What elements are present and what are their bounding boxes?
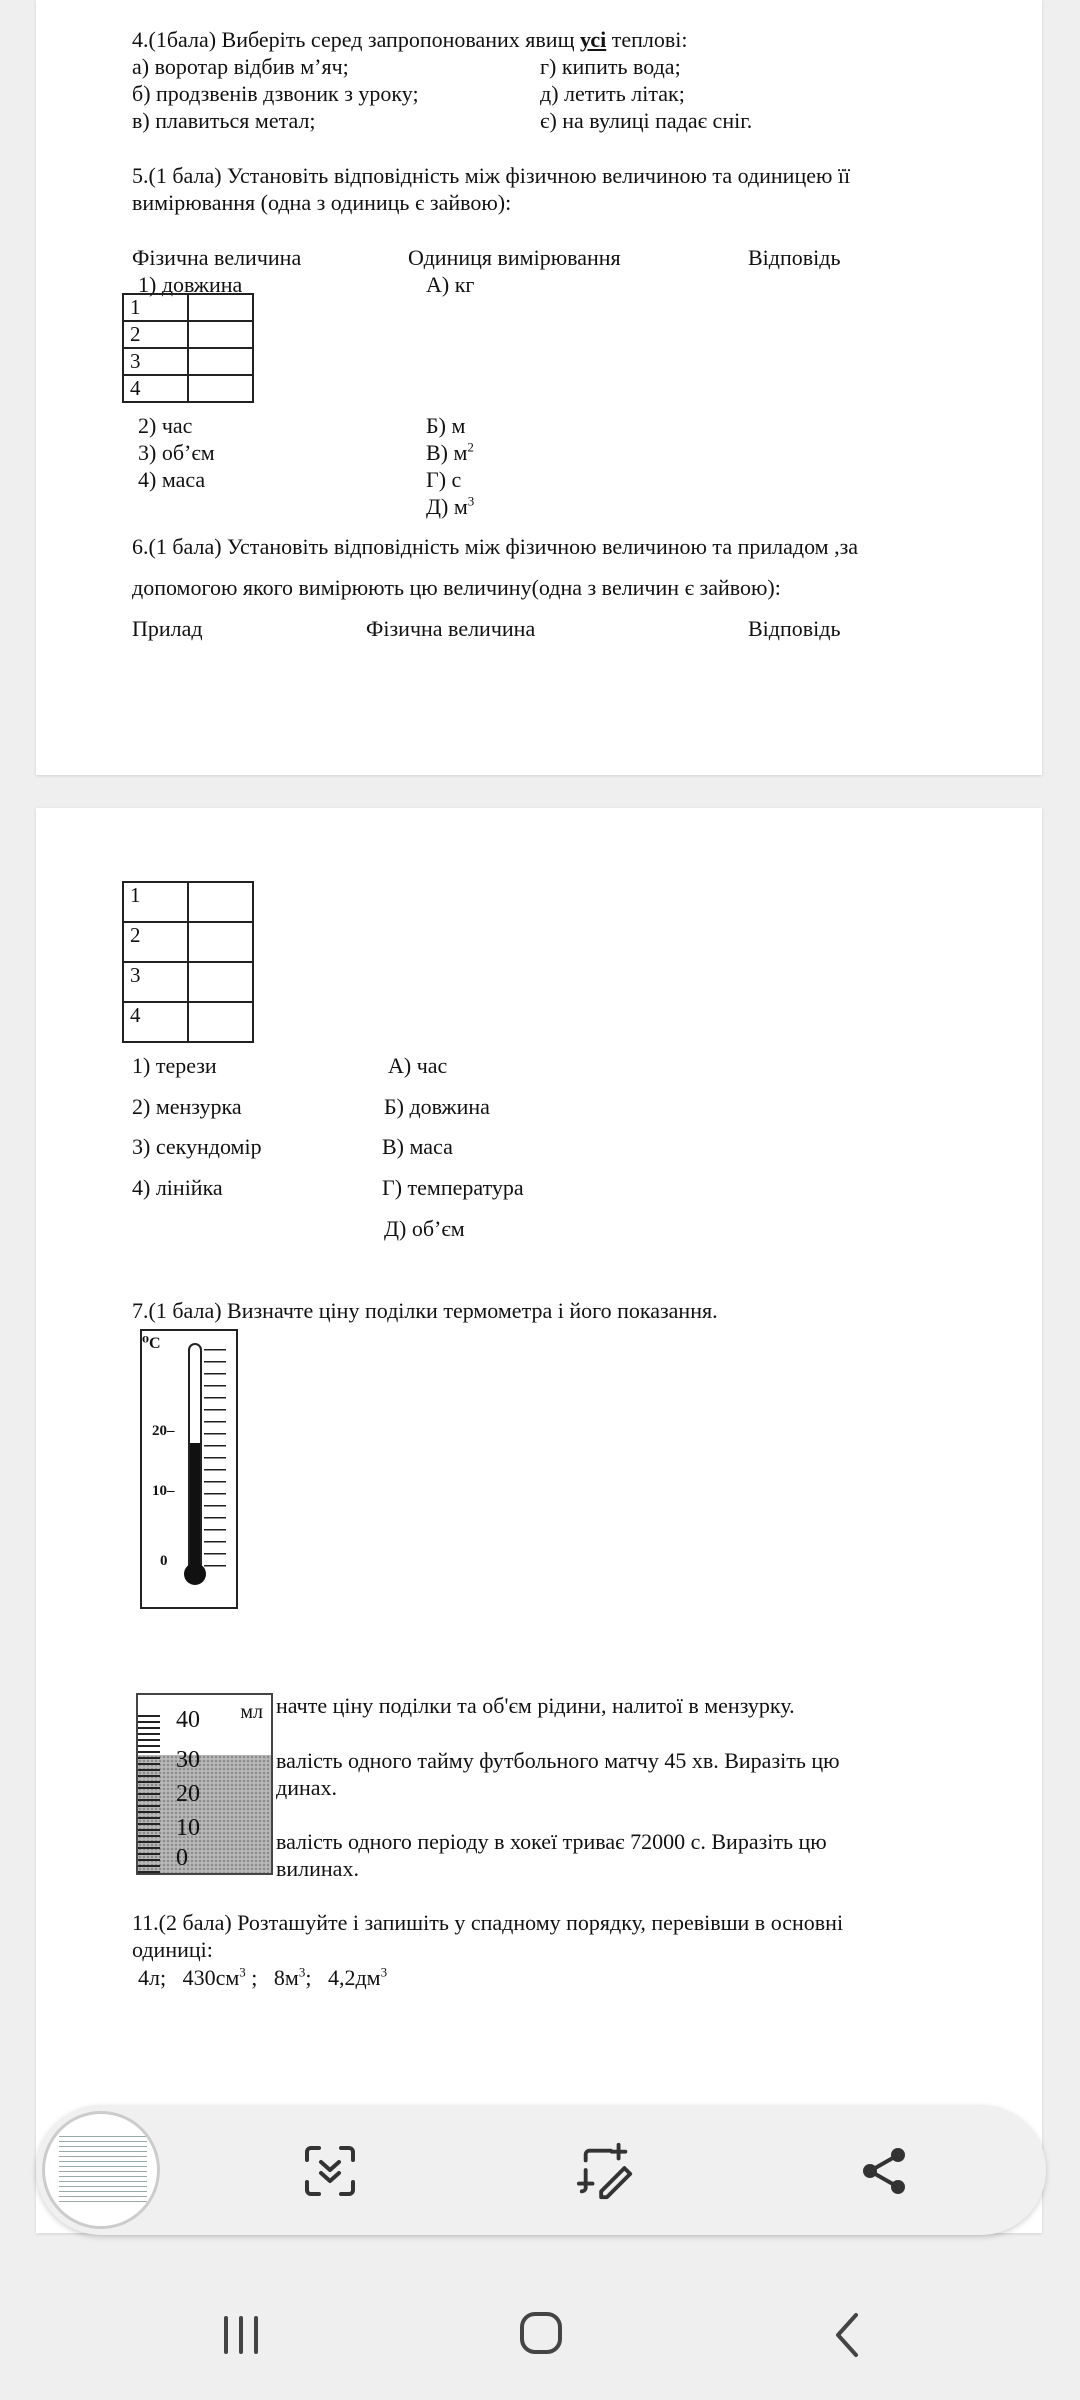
quantity-g: Г) температура [382, 1175, 524, 1200]
q6-header-quantity: Фізична величина [366, 616, 536, 641]
thermometer-label-20: 20– [152, 1423, 175, 1439]
q6-header-answer: Відповідь [748, 616, 841, 641]
q5-unit-d: Д) $м^3$ [426, 493, 475, 519]
q11-line1: 11.(2 бала) Розташуйте і запишіть у спадному порядку, перевівши в основні [132, 1910, 844, 1935]
device-1: 1) терези [132, 1053, 217, 1078]
grid-row [123, 962, 253, 1002]
q9-line1: валість одного тайму футбольного матчу 45 хв. Виразіть цю [276, 1748, 840, 1773]
document-thumbnail[interactable] [42, 2111, 160, 2229]
q4-option-g: г) кипить вода; [540, 54, 681, 79]
scan-icon[interactable] [300, 2143, 360, 2199]
grid-cell-number: 2 [123, 321, 188, 348]
q5-unit-a: А) кг [426, 272, 475, 297]
back-icon[interactable] [826, 2310, 872, 2365]
grid-cell-answer [188, 321, 253, 348]
q5-item-1: 1) довжина [138, 272, 243, 297]
grid-cell-answer [188, 962, 253, 1002]
beaker-label-0: 0 [176, 1845, 188, 1871]
q5-answer-grid [122, 293, 254, 403]
grid-cell-answer [188, 882, 253, 922]
q10-line1: валість одного періоду в хокеї триває 72000 с. Виразіть цю [276, 1829, 827, 1854]
q5-line2: вимірювання (одна з одиниць є зайвою): [132, 190, 512, 215]
beaker-unit: мл [240, 1701, 263, 1723]
thermometer-bulb [184, 1563, 206, 1585]
grid-cell-answer [188, 1002, 253, 1042]
thermometer-scale [204, 1349, 226, 1571]
q11-line2: одиниці: [132, 1937, 213, 1962]
device-2: 2) мензурка [132, 1094, 242, 1119]
q4-option-e: є) на вулиці падає сніг. [540, 108, 753, 133]
grid-row [123, 882, 253, 922]
q9-line2: динах. [276, 1775, 338, 1800]
grid-cell-number: 4 [123, 375, 188, 402]
q5-unit-b: Б) м [426, 413, 466, 438]
share-icon[interactable] [854, 2143, 914, 2199]
q5-item-3: 3) об’єм [138, 440, 215, 465]
measuring-cylinder-figure [136, 1693, 273, 1875]
q4-option-v: в) плавиться метал; [132, 108, 316, 133]
grid-cell-number: 3 [123, 348, 188, 375]
grid-cell-number: 1 [123, 294, 188, 321]
device-3: 3) секундомір [132, 1134, 262, 1159]
q4-option-d: д) летить літак; [540, 81, 685, 106]
beaker-label-40: 40 [176, 1707, 200, 1733]
grid-cell-number: 3 [123, 962, 188, 1002]
grid-cell-answer [188, 348, 253, 375]
thermometer-label-10: 10– [152, 1483, 175, 1499]
q6-line2: допомогою якого вимірюють цю величину(одна з величин є зайвою): [132, 575, 781, 600]
grid-row [123, 294, 253, 321]
thermometer-figure [140, 1329, 238, 1609]
quantity-a: А) час [388, 1053, 448, 1078]
q5-header-answer: Відповідь [748, 245, 841, 270]
q4-option-b: б) продзвенів дзвоник з уроку; [132, 81, 419, 106]
q5-unit-v: В) $м^2$ [426, 439, 474, 465]
q6-line1: 6.(1 бала) Установіть відповідність між фізичною величиною та приладом ,за [132, 534, 859, 559]
system-navigation-bar [0, 2280, 1080, 2400]
quantity-b: Б) довжина [384, 1094, 490, 1119]
beaker-label-30: 30 [176, 1747, 200, 1773]
q5-unit-g: Г) с [426, 467, 462, 492]
q7-text: 7.(1 бала) Визначте ціну поділки термометра і його показання. [132, 1298, 718, 1323]
q5-item-4: 4) маса [138, 467, 206, 492]
grid-row [123, 1002, 253, 1042]
q11-values: 4л; $430см^3$ ; $8м^3$; $4,2дм^3$ [138, 1964, 388, 1990]
q10-line2: вилинах. [276, 1856, 359, 1881]
edit-image-icon[interactable] [576, 2143, 636, 2199]
grid-cell-number: 2 [123, 922, 188, 962]
thermometer-unit: ⁰С [142, 1335, 161, 1352]
grid-cell-number: 1 [123, 882, 188, 922]
beaker-label-10: 10 [176, 1815, 200, 1841]
grid-row [123, 375, 253, 402]
q6-header-device: Прилад [132, 616, 203, 641]
quantity-v: В) маса [382, 1134, 453, 1159]
thermometer-mercury [190, 1443, 200, 1581]
image-viewer-toolbar [36, 2105, 1046, 2235]
grid-cell-answer [188, 294, 253, 321]
device-4: 4) лінійка [132, 1175, 223, 1200]
q5-line1: 5.(1 бала) Установіть відповідність між фізичною величиною та одиницею її [132, 163, 851, 188]
q4-title: 4.(1бала) Виберіть серед запропонованих явищ усі теплові: [132, 27, 688, 52]
q5-item-2: 2) час [138, 413, 193, 438]
grid-row [123, 348, 253, 375]
q5-header-quantity: Фізична величина [132, 245, 302, 270]
beaker-label-20: 20 [176, 1781, 200, 1807]
q4-option-a: а) воротар відбив м’яч; [132, 54, 349, 79]
grid-cell-answer [188, 922, 253, 962]
q6-answer-grid [122, 881, 254, 1043]
q5-header-unit: Одиниця вимірювання [408, 245, 621, 270]
recent-apps-icon[interactable] [218, 2312, 264, 2363]
home-icon[interactable] [518, 2310, 564, 2361]
thermometer-label-0: 0 [160, 1553, 168, 1569]
quantity-d: Д) об’єм [384, 1216, 465, 1241]
q8-text: начте ціну поділки та об'єм рідини, налитої в мензурку. [276, 1693, 795, 1718]
document-page-1 [36, 0, 1042, 775]
grid-row [123, 922, 253, 962]
beaker-scale [138, 1715, 160, 1875]
grid-cell-number: 4 [123, 1002, 188, 1042]
grid-cell-answer [188, 375, 253, 402]
grid-row [123, 321, 253, 348]
